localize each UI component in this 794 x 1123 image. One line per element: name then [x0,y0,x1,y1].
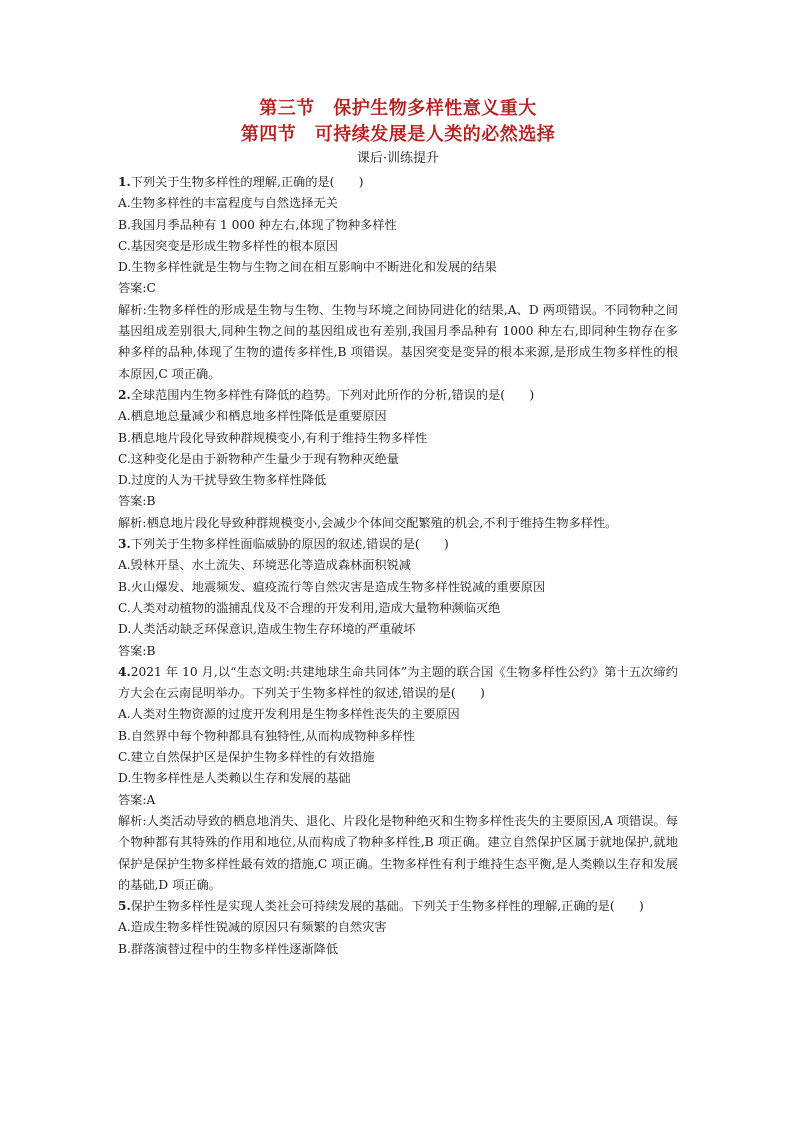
question-4-option-d: D.生物多样性是人类赖以生存和发展的基础 [118,771,351,786]
question-5-stem: 5.保护生物多样性是实现人类社会可持续发展的基础。下列关于生物多样性的理解,正确的是( ) [118,899,644,914]
question-4-option-c: C.建立自然保护区是保护生物多样性的有效措施 [118,750,375,765]
question-2-option-d: D.过度的人为干扰导致生物多样性降低 [118,473,327,488]
question-4-option-a: A.人类对生物资源的过度开发利用是生物多样性丧失的主要原因 [118,707,460,722]
question-3-answer: 答案:B [118,643,156,658]
question-2-option-c: C.这种变化是由于新物种产生量少于现有物种灭绝量 [118,451,399,466]
question-5-option-a: A.造成生物多样性锐减的原因只有频繁的自然灾害 [118,920,387,935]
question-3-stem: 3.下列关于生物多样性面临威胁的原因的叙述,错误的是( ) [118,537,449,552]
question-3-option-a: A.毁林开垦、水土流失、环境恶化等造成森林面积锐减 [118,558,411,573]
question-1-option-a: A.生物多样性的丰富程度与自然选择无关 [118,196,338,211]
title-line-2: 第四节 可持续发展是人类的必然选择 [240,124,556,145]
question-2-option-a: A.栖息地总量减少和栖息地多样性降低是重要原因 [118,409,387,424]
question-4-analysis: 解析:人类活动导致的栖息地消失、退化、片段化是物种绝灭和生物多样性丧失的主要原因,A 项错误。每个物种都有其特殊的作用和地位,从而构成了物种多样性,B 项正确。建立自然保护区属于就地保护,就地保护是保护生物多样性最有效的措施,C 项正确。生物多样性有利于维持生态平衡,是人类赖以生存和发展的基础,D 项正确。 [118,813,678,892]
title-line-1: 第三节 保护生物多样性意义重大 [259,98,537,119]
question-1-stem: 1.下列关于生物多样性的理解,正确的是( ) [118,175,364,189]
question-4-stem: 4.2021 年 10 月,以“生态文明:共建地球生命共同体”为主题的联合国《生物多样性公约》第十五次缔约方大会在云南昆明举办。下列关于生物多样性的叙述,错误的是( ) [118,664,678,701]
question-3-option-c: C.人类对动植物的滥捕乱伐及不合理的开发利用,造成大量物种濒临灭绝 [118,600,501,615]
question-3-option-b: B.火山爆发、地震频发、瘟疫流行等自然灾害是造成生物多样性锐减的重要原因 [118,579,546,594]
question-4-option-b: B.自然界中每个物种都具有独特性,从而构成物种多样性 [118,728,416,743]
section-heading: 课后·训练提升 [356,151,440,166]
question-2-stem: 2.全球范围内生物多样性有降低的趋势。下列对此所作的分析,错误的是( ) [118,387,535,402]
document-page [118,96,678,960]
question-number: 5. [118,899,131,914]
question-number: 4. [118,664,131,679]
question-number: 3. [118,537,131,552]
question-4-answer: 答案:A [118,792,156,807]
question-1-option-b: B.我国月季品种有 1 000 种左右,体现了物种多样性 [118,217,397,232]
question-1-answer: 答案:C [118,281,156,296]
question-2-option-b: B.栖息地片段化导致种群规模变小,有利于维持生物多样性 [118,430,428,445]
question-2-answer: 答案:B [118,494,156,509]
question-2-analysis: 解析:栖息地片段化导致种群规模变小,会减少个体间交配繁殖的机会,不利于维持生物多样性。 [118,515,618,530]
question-1-analysis: 解析:生物多样性的形成是生物与生物、生物与环境之间协同进化的结果,A、D 两项错误。不同物种之间基因组成差别很大,同种生物之间的基因组成也有差别,我国月季品种有 1000 种左右,即同种生物存在多种多样的品种,体现了生物的遗传多样性,B 项错误。基因突变是变异的根本来源,是形成生物多样性的根本原因,C 项正确。 [118,302,678,381]
question-1-option-c: C.基因突变是形成生物多样性的根本原因 [118,238,338,253]
question-5-option-b: B.群落演替过程中的生物多样性逐渐降低 [118,941,339,956]
question-1-option-d: D.生物多样性就是生物与生物之间在相互影响中不断进化和发展的结果 [118,260,497,275]
question-number: 2. [118,387,131,402]
question-number: 1. [118,175,131,189]
question-3-option-d: D.人类活动缺乏环保意识,造成生物生存环境的严重破坏 [118,622,416,637]
